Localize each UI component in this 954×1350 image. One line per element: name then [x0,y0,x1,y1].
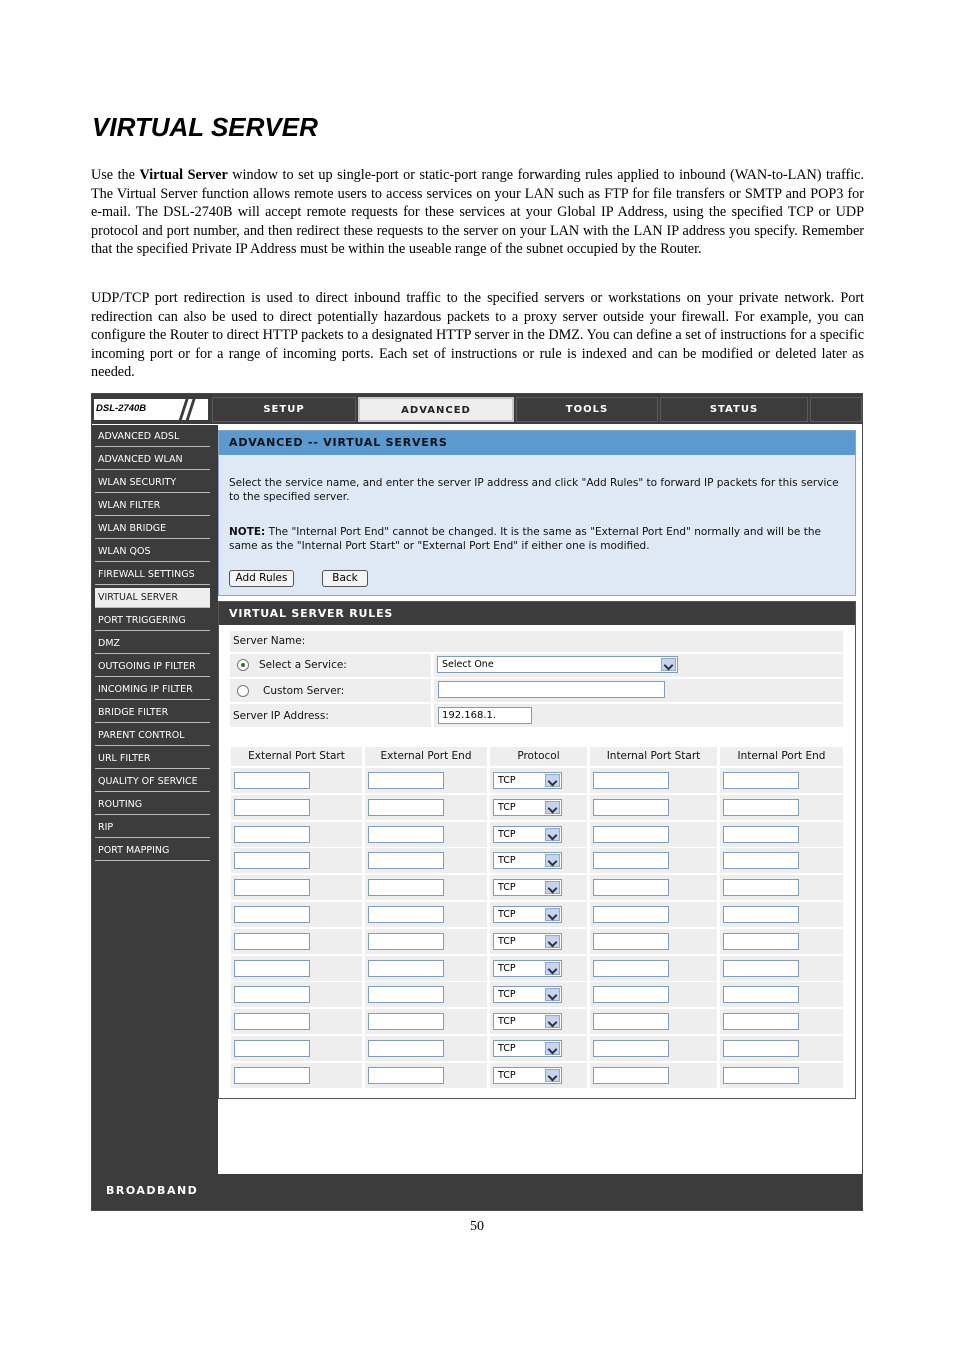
chevron-down-icon[interactable] [545,1069,560,1082]
protocol-select[interactable] [493,1013,562,1030]
virtual-server-rules-panel [218,601,856,1099]
chevron-down-icon[interactable] [545,801,560,814]
sidebar-item-url-filter[interactable]: URL FILTER [95,749,210,769]
external-port-start-input[interactable] [234,986,310,1003]
external-port-end-input[interactable] [368,1067,444,1084]
protocol-select[interactable] [493,986,562,1003]
tab-advanced[interactable]: ADVANCED [358,397,514,422]
select-service-label: Select a Service: [259,659,347,671]
protocol-value: TCP [498,1016,516,1028]
chevron-down-icon[interactable] [545,828,560,841]
chevron-down-icon[interactable] [545,774,560,787]
protocol-value: TCP [498,882,516,894]
internal-port-end-input[interactable] [723,986,799,1003]
top-navigation-bar [92,394,862,424]
protocol-value: TCP [498,909,516,920]
internal-port-end-input[interactable] [723,852,799,869]
internal-port-start-input[interactable] [593,852,669,869]
chevron-down-icon[interactable] [545,935,560,948]
internal-port-end-input[interactable] [723,826,799,843]
intro-rest: window to set up single-port or static-port range forwarding rules applied to inbound (WAN-to-LAN) traffic. The Virtual Server function allows remote users to access services on your LAN such as FTP for file transfers or SMTP and POP3 for e-mail. The DSL-2740B will accept remote requests for these services at your Global IP Address, using the specified TCP or UDP protocol and port number, and then redirect these requests to the server on your LAN with the LAN IP address you specify. Remember that the specified Private IP Address must be within the useable range of the subnet occupied by the Router. [91,167,864,258]
column-protocol: Protocol [490,747,587,766]
internal-port-start-input[interactable] [593,933,669,950]
chevron-down-icon[interactable] [545,881,560,894]
select-service-radio[interactable] [237,659,249,671]
external-port-start-input[interactable] [234,772,310,789]
server-ip-input[interactable] [438,707,532,724]
internal-port-start-input[interactable] [593,826,669,843]
sidebar-item-routing[interactable]: ROUTING [95,795,210,815]
sidebar-item-wlan-qos[interactable]: WLAN QOS [95,542,210,562]
external-port-start-input[interactable] [234,799,310,816]
external-port-start-input[interactable] [234,960,310,977]
external-port-start-input[interactable] [234,1067,310,1084]
router-ui-screenshot [91,393,863,1211]
external-port-end-input[interactable] [368,960,444,977]
external-port-start-input[interactable] [234,933,310,950]
internal-port-end-input[interactable] [723,1013,799,1030]
sidebar-item-parent-control[interactable]: PARENT CONTROL [95,726,210,746]
chevron-down-icon[interactable] [545,988,560,1001]
sidebar-item-port-mapping[interactable]: PORT MAPPING [95,841,210,861]
page-title: VIRTUAL SERVER [92,112,318,142]
panel-heading: ADVANCED -- VIRTUAL SERVERS [219,431,855,455]
external-port-start-input[interactable] [234,879,310,896]
custom-server-label: Custom Server: [263,685,345,697]
column-external-port-start: External Port Start [231,747,362,766]
intro-paragraph [91,166,864,259]
footer-bar [92,1174,862,1210]
protocol-value: TCP [498,1069,516,1081]
add-rules-button[interactable]: Add Rules [229,570,294,587]
rules-heading: VIRTUAL SERVER RULES [219,602,855,625]
column-internal-port-end: Internal Port End [720,747,843,766]
note-body: The "Internal Port End" cannot be changed. It is the same as "External Port End" normally and will be the same as the "Internal Port Start" or "External Port End" if either one is modified. [229,526,821,552]
internal-port-start-input[interactable] [593,986,669,1003]
intro-bold-term: Virtual Server [139,167,228,183]
protocol-value: TCP [498,775,516,786]
sidebar-item-advanced-wlan[interactable]: ADVANCED WLAN [95,450,210,470]
footer-brand: BROADBAND [106,1184,199,1197]
chevron-down-icon[interactable] [545,962,560,975]
service-select[interactable] [437,656,678,673]
internal-port-start-input[interactable] [593,1013,669,1030]
external-port-end-input[interactable] [368,799,444,816]
external-port-end-input[interactable] [368,826,444,843]
protocol-select[interactable] [493,799,562,816]
protocol-value: TCP [498,801,516,813]
external-port-start-input[interactable] [234,1040,310,1057]
service-select-value: Select One [442,659,494,670]
external-port-end-input[interactable] [368,906,444,923]
protocol-select[interactable] [493,852,562,869]
sidebar-item-wlan-filter[interactable]: WLAN FILTER [95,496,210,516]
logo-text: DSL-2740B [96,403,147,414]
sidebar [92,425,212,1174]
virtual-servers-panel [218,430,856,596]
protocol-select[interactable] [493,772,562,789]
chevron-down-icon[interactable] [545,1015,560,1028]
column-internal-port-start: Internal Port Start [590,747,717,766]
internal-port-end-input[interactable] [723,1067,799,1084]
internal-port-end-input[interactable] [723,1040,799,1057]
internal-port-end-input[interactable] [723,879,799,896]
external-port-start-input[interactable] [234,852,310,869]
column-external-port-end: External Port End [365,747,487,766]
sidebar-item-outgoing-ip-filter[interactable]: OUTGOING IP FILTER [95,657,210,677]
sidebar-item-rip[interactable]: RIP [95,818,210,838]
internal-port-start-input[interactable] [593,799,669,816]
sidebar-item-bridge-filter[interactable]: BRIDGE FILTER [95,703,210,723]
product-logo [94,399,208,420]
external-port-end-input[interactable] [368,1040,444,1057]
protocol-select[interactable] [493,826,562,843]
internal-port-start-input[interactable] [593,1040,669,1057]
tab-setup[interactable]: SETUP [212,397,356,422]
internal-port-start-input[interactable] [593,879,669,896]
external-port-end-input[interactable] [368,852,444,869]
internal-port-end-input[interactable] [723,799,799,816]
note-text [229,525,849,553]
sidebar-item-quality-of-service[interactable]: QUALITY OF SERVICE [95,772,210,792]
protocol-value: TCP [498,1043,516,1054]
page-number: 50 [470,1219,484,1234]
protocol-select[interactable] [493,933,562,950]
internal-port-start-input[interactable] [593,906,669,923]
intro-lead: Use the [91,167,140,183]
sidebar-item-advanced-adsl[interactable]: ADVANCED ADSL [95,427,210,447]
sidebar-item-dmz[interactable]: DMZ [95,634,210,654]
external-port-start-input[interactable] [234,826,310,843]
back-button[interactable]: Back [322,570,368,587]
sidebar-item-incoming-ip-filter[interactable]: INCOMING IP FILTER [95,680,210,700]
protocol-select[interactable] [493,906,562,923]
protocol-select[interactable] [493,960,562,977]
external-port-end-input[interactable] [368,879,444,896]
chevron-down-icon[interactable] [545,854,560,867]
chevron-down-icon[interactable] [545,908,560,921]
protocol-select[interactable] [493,1067,562,1084]
server-ip-label: Server IP Address: [233,710,329,722]
server-name-row [230,631,843,652]
protocol-value: TCP [498,935,516,947]
sidebar-item-port-triggering[interactable]: PORT TRIGGERING [95,611,210,631]
sidebar-item-firewall-settings[interactable]: FIREWALL SETTINGS [95,565,210,585]
internal-port-end-input[interactable] [723,960,799,977]
chevron-down-icon[interactable] [545,1042,560,1055]
external-port-start-input[interactable] [234,906,310,923]
protocol-value: TCP [498,989,516,1001]
tab-status[interactable]: STATUS [660,397,808,422]
protocol-value: TCP [498,828,516,840]
internal-port-start-input[interactable] [593,772,669,789]
note-label: NOTE: [229,526,266,538]
external-port-end-input[interactable] [368,772,444,789]
internal-port-start-input[interactable] [593,960,669,977]
protocol-value: TCP [498,962,516,974]
internal-port-end-input[interactable] [723,933,799,950]
custom-server-radio[interactable] [237,685,249,697]
tab-tools[interactable]: TOOLS [516,397,658,422]
redirection-paragraph: UDP/TCP port redirection is used to direct inbound traffic to the specified servers or workstations on your private network. Port redirection can also be used to direct potentially hazardous packets to a proxy server outside your firewall. For example, you can configure the Router to direct HTTP packets to a designated HTTP server in the DMZ. You can define a set of instructions for a specific incoming port or for a range of incoming ports. Each set of instructions or rule is indexed and can be modified or deleted later as needed. [91,290,864,381]
external-port-start-input[interactable] [234,1013,310,1030]
internal-port-start-input[interactable] [593,1067,669,1084]
sidebar-item-wlan-security[interactable]: WLAN SECURITY [95,473,210,493]
instruction-text: Select the service name, and enter the server IP address and click "Add Rules" to forward IP packets for this service to the specified server. [229,477,839,503]
tab-spacer [810,397,862,422]
sidebar-item-virtual-server[interactable]: VIRTUAL SERVER [95,588,210,608]
internal-port-end-input[interactable] [723,772,799,789]
chevron-down-icon[interactable] [661,658,676,671]
protocol-select[interactable] [493,879,562,896]
external-port-end-input[interactable] [368,986,444,1003]
sidebar-item-wlan-bridge[interactable]: WLAN BRIDGE [95,519,210,539]
external-port-end-input[interactable] [368,1013,444,1030]
external-port-end-input[interactable] [368,933,444,950]
custom-server-input[interactable] [438,681,665,698]
server-name-label: Server Name: [233,635,306,647]
protocol-select[interactable] [493,1040,562,1057]
protocol-value: TCP [498,855,516,867]
internal-port-end-input[interactable] [723,906,799,923]
